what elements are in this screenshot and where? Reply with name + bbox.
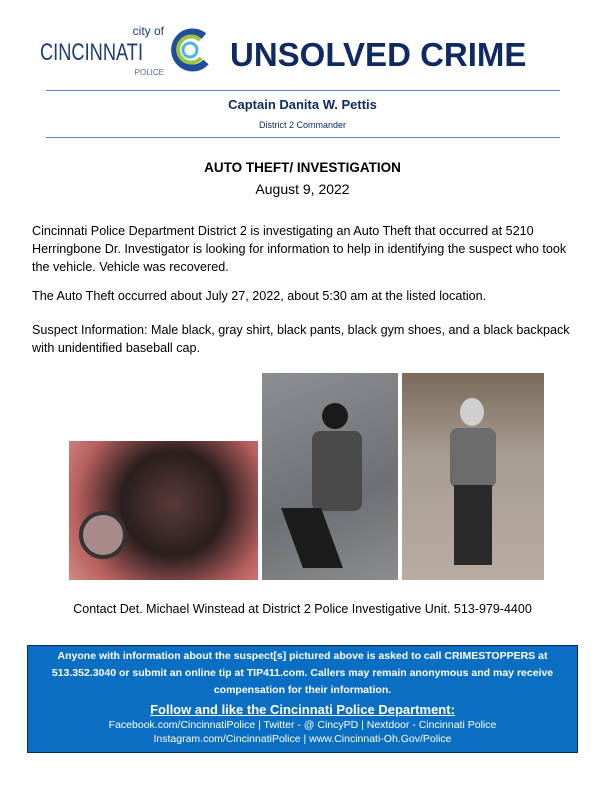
logo-city-text: city of — [132, 24, 164, 38]
logo-name-text: CINCINNATI — [40, 39, 144, 66]
notice-heading: AUTO THEFT/ INVESTIGATION — [204, 160, 401, 175]
city-logo-icon — [168, 28, 212, 72]
commander-role: District 2 Commander — [258, 120, 347, 130]
incident-time-paragraph: The Auto Theft occurred about July 27, 2022, about 5:30 am at the listed location. — [32, 289, 487, 303]
follow-heading: Follow and like the Cincinnati Police Department: — [150, 702, 455, 717]
social-links-line-2: Instagram.com/CincinnatiPolice | www.Cincinnati-Oh.Gov/Police — [153, 733, 452, 745]
contact-line: Contact Det. Michael Winstead at District 2 Police Investigative Unit. 513-979-4400 — [73, 602, 532, 616]
suspect-photo-2 — [262, 373, 398, 580]
divider — [46, 90, 560, 91]
suspect-info-paragraph: Suspect Information: Male black, gray shirt, black pants, black gym shoes, and a black backpack with unidentified baseball cap. — [32, 323, 570, 355]
divider — [46, 137, 560, 138]
suspect-photo-3 — [402, 373, 544, 580]
social-links-line-1: Facebook.com/CincinnatiPolice | Twitter - @ CincyPD | Nextdoor - Cincinnati Police — [108, 719, 497, 731]
notice-date: August 9, 2022 — [255, 181, 350, 197]
page-title: UNSOLVED CRIME — [230, 36, 527, 73]
crimestoppers-box — [27, 645, 578, 753]
logo-police-text: POLICE — [134, 68, 164, 77]
suspect-photo-1 — [69, 441, 258, 580]
description-paragraph: Cincinnati Police Department District 2 is investigating an Auto Theft that occurred at 5210 Herringbone Dr. Investigator is looking for information to help in identifying the suspect who took the vehicle. Vehicle was recovered. — [32, 224, 567, 274]
commander-name: Captain Danita W. Pettis — [228, 97, 377, 112]
crimestoppers-message: Anyone with information about the suspect[s] pictured above is asked to call CRIMESTOPPERS at 513.352.3040 or submit an online tip at TIP411.com. Callers may remain anonymous and may receive compensation for their information. — [51, 650, 554, 696]
